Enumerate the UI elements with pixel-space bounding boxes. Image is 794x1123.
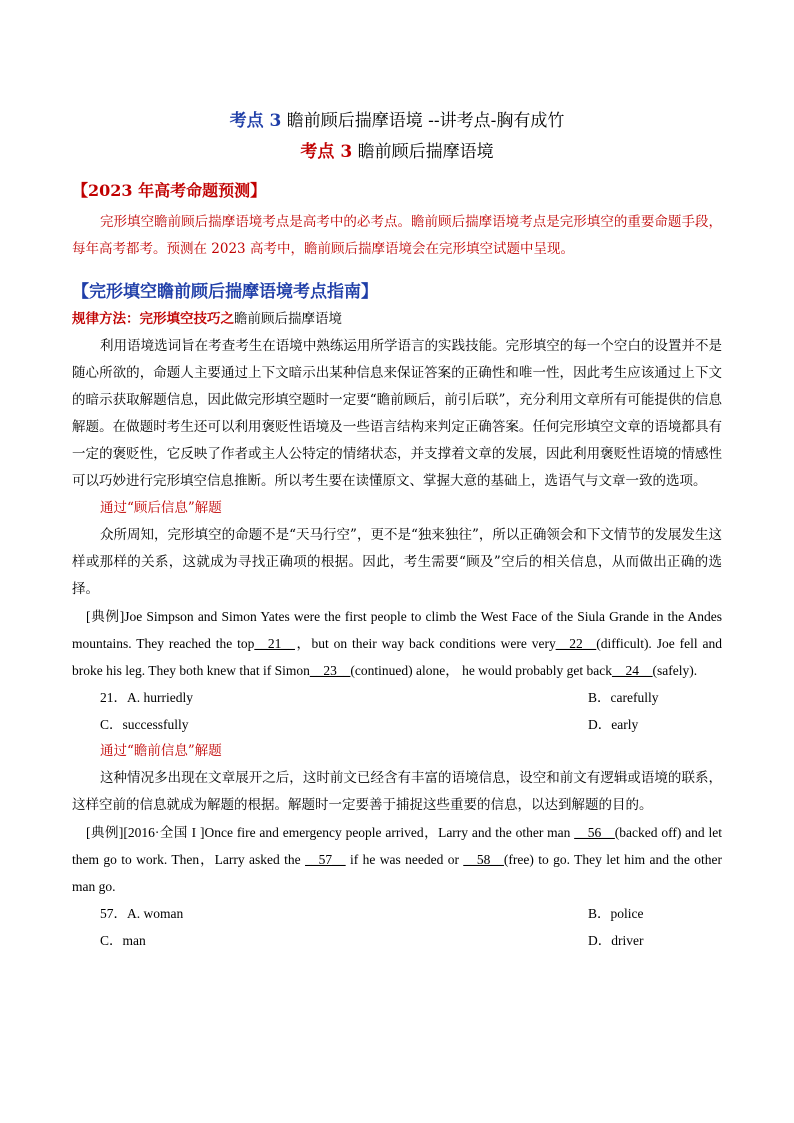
option-c: C．successfully <box>100 717 189 732</box>
options-row <box>72 927 722 954</box>
sub2-text: 这种情况多出现在文章展开之后，这时前文已经含有丰富的语境信息，设空和前文有逻辑或语境的联系，这样空前的信息就成为解题的根据。解题时一定要善于捕捉这些重要的信息，以达到解题的目的。 <box>72 770 722 813</box>
blank-22: __22__ <box>555 636 597 651</box>
rule-line <box>72 306 722 333</box>
option-b: B．carefully <box>588 690 659 705</box>
blank-23: __23__ <box>309 663 351 678</box>
prediction-heading: 【2023 年高考命题预测】 <box>72 181 267 200</box>
example2-part3: if he was needed or <box>345 852 464 867</box>
blank-56: __56__ <box>574 825 615 840</box>
options-row <box>72 900 722 927</box>
subtitle-main: 瞻前顾后揣摩语境 <box>352 142 494 162</box>
option-b: B．police <box>588 906 644 921</box>
example2-text <box>72 819 722 900</box>
option-d: D．early <box>588 717 639 732</box>
rule-label: 规律方法：完形填空技巧之 <box>72 311 234 327</box>
option-a: 21．A. hurriedly <box>100 690 193 705</box>
blank-58: __58__ <box>463 852 504 867</box>
sub1-heading: 通过“顾后信息”解题 <box>100 500 222 516</box>
subtitle-prefix: 考点 3 <box>300 142 353 162</box>
example2-part2: (backed off) and let them go to work. Then，Larry asked the <box>72 825 723 867</box>
document-page <box>72 100 722 954</box>
options-row <box>72 684 722 711</box>
title-main: 瞻前顾后揣摩语境 --讲考点-胸有成竹 <box>281 111 565 131</box>
blank-21: __21__ <box>254 636 295 651</box>
guide-heading: 【完形填空瞻前顾后揣摩语境考点指南】 <box>72 282 378 302</box>
example1-part1: [典例]Joe Simpson and Simon Yates were the first people to climb the West Face of the Siula Grande in the Andes mountains. They reached the top <box>72 609 722 651</box>
example2-part4: (free) to go. They let him and the other man go. <box>72 852 722 894</box>
option-d: D．driver <box>588 933 644 948</box>
title-prefix: 考点 3 <box>229 111 282 131</box>
prediction-text: 完形填空瞻前顾后揣摩语境考点是高考中的必考点。瞻前顾后揣摩语境考点是完形填空的重要命题手段，每年高考都考。预测在 2023 高考中，瞻前顾后揣摩语境会在完形填空试题中呈现。 <box>72 214 722 257</box>
example1-part2: ，but on their way back conditions were very <box>294 636 556 651</box>
options-row <box>72 711 722 738</box>
page-title <box>72 106 722 131</box>
example1-part3: (difficult). Joe fell and broke his leg. They both knew that if Simon <box>72 636 722 678</box>
example1-part5: (safely). <box>652 663 698 678</box>
example2-part1: [典例][2016·全国 I ]Once fire and emergency people arrived，Larry and the other man <box>86 825 575 840</box>
sub1-text: 众所周知，完形填空的命题不是“天马行空”，更不是“独来独往”，所以正确领会和下文情节的发展发生这样或那样的关系，这就成为寻找正确项的根据。因此，考生需要“顾及”空后的相关信息，从而做出正确的选择。 <box>72 527 722 597</box>
blank-57: __57__ <box>305 852 346 867</box>
page-subtitle <box>72 137 722 162</box>
option-a: 57．A. woman <box>100 906 184 921</box>
example1-text <box>72 603 722 684</box>
blank-24: __24__ <box>612 663 653 678</box>
example1-part4: (continued) alone， he would probably get back <box>350 663 613 678</box>
option-c: C．man <box>100 933 146 948</box>
rule-text: 瞻前顾后揣摩语境 <box>234 311 342 327</box>
intro-text: 利用语境选词旨在考查考生在语境中熟练运用所学语言的实践技能。完形填空的每一个空白的设置并不是随心所欲的，命题人主要通过上下文暗示出某种信息来保证答案的正确性和唯一性，因此考生应该通过上下文的暗示获取解题信息，因此做完形填空题时一定要“瞻前顾后，前引后联”，充分利用文章所有可能提供的信息解题。在做题时考生还可以利用褒贬性语境及一些语言结构来判定正确答案。任何完形填空文章的语境都具有一定的褒贬性，它反映了作者或主人公特定的情绪状态，并支撑着文章的发展，因此利用褒贬性语境的情感性可以巧妙进行完形填空信息推断。所以考生要在读懂原文、掌握大意的基础上，选语气与文章一致的选项。 <box>72 338 722 489</box>
sub2-heading: 通过“瞻前信息”解题 <box>100 743 222 759</box>
